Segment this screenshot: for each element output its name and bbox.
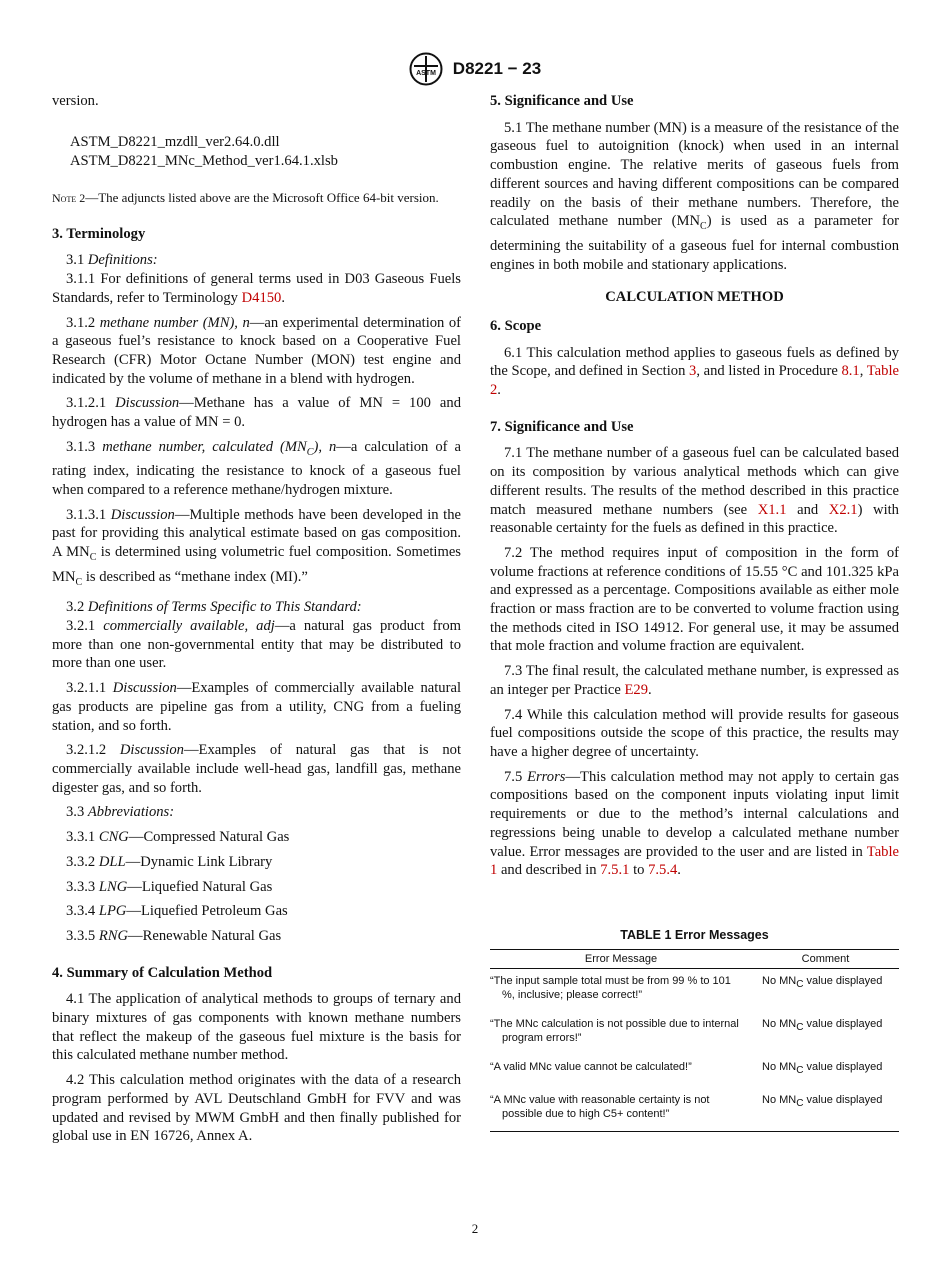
para-3-1-1: 3.1.1 For definitions of general terms used in D03 Gaseous Fuels Standards, refer to Terminology D4150. — [52, 271, 461, 306]
table-1-title: TABLE 1 Error Messages — [620, 927, 769, 942]
comment-cell: No $MN_C$ value displayed — [762, 1060, 883, 1076]
para-3-1-2: 3.1.2 methane number (MN), n—an experimental determination of a gaseous fuel’s resistance to knock based on a Cooperative Fuel Research (CFR) Motor Octane Number (MON) test engine and indicated by the volume of methane in a blend with hydrogen. — [52, 314, 461, 387]
para-7-3: 7.3 The final result, the calculated methane number, is expressed as an integer per Practice E29. — [490, 663, 899, 698]
para-3-1: 3.1 Definitions: — [66, 252, 158, 269]
para-7-1: 7.1 The methane number of a gaseous fuel can be calculated based on its composition by various analytical methods which can give different results. The results of the method described in this practice match measured methane numbers (see X1.1 and X2.1) with reasonable certainty for the fuels as defined in this practice. — [490, 445, 899, 537]
version-tail: version. — [52, 93, 99, 109]
abbrev-item: 3.3.4 LPG—Liquefied Petroleum Gas — [66, 903, 288, 920]
left-column — [52, 92, 461, 1146]
error-message-cell: “The MNc calculation is not possible due to internal program errors!” — [490, 1017, 739, 1044]
para-7-5: 7.5 Errors—This calculation method may not apply to certain gas compositions based on the component inputs violating input limit requirements or due to the method’s internal calculations and regressions being unable to develop a calculated methane number value. Error messages are provided to the user and are listed in Table 1 and described in 7.5.1 to 7.5.4. — [490, 768, 899, 879]
logo-text: ASTM — [415, 70, 436, 77]
abbrev-item: 3.3.1 CNG—Compressed Natural Gas — [66, 829, 290, 846]
para-3-1-2-1: 3.1.2.1 Discussion—Methane has a value of MN = 100 and hydrogen has a value of MN = 0. — [52, 395, 461, 431]
abbrev-item: 3.3.2 DLL—Dynamic Link Library — [66, 853, 273, 870]
link-table-2[interactable]: Table 2 — [490, 363, 899, 399]
para-4-1: 4.1 The application of analytical methods to groups of ternary and binary mixtures of gas components with known methane numbers that reflect the makeup of the gaseous fuel mixture is the basis for this calculated methane number method. — [52, 991, 461, 1064]
abbrev-item: 3.3.5 RNG—Renewable Natural Gas — [66, 927, 282, 944]
error-message-cell: “The input sample total must be from 99 % to 101 %, inclusive; please correct!” — [490, 974, 731, 1001]
comment-cell: No $MN_C$ value displayed — [762, 1017, 883, 1033]
link-7-5-1[interactable]: 7.5.1 — [600, 862, 630, 879]
calculation-method-heading: CALCULATION METHOD — [605, 289, 784, 306]
section-6-heading: 6. Scope — [490, 317, 542, 334]
section-7-heading: 7. Significance and Use — [490, 418, 634, 435]
table-row — [490, 968, 899, 1012]
para-3-2: 3.2 Definitions of Terms Specific to This Standard: — [66, 599, 362, 616]
para-3-2-1-2: 3.2.1.2 Discussion—Examples of natural gas that is not commercially available include well-head gas, landfill gas, methane digester gas, and so forth. — [52, 742, 461, 796]
table-header-row — [490, 949, 899, 968]
para-3-2-1: 3.2.1 commercially available, adj—a natural gas product from more than one non-governmental entity that may be distributed to more than one user. — [52, 618, 461, 672]
page-number: 2 — [471, 1221, 479, 1236]
page-header — [0, 52, 950, 86]
error-message-cell: “A valid MNc value cannot be calculated!” — [490, 1060, 692, 1073]
document-id: D8221 − 23 — [452, 59, 542, 78]
error-messages-table — [490, 949, 899, 1132]
table-row — [490, 1012, 899, 1055]
link-e29[interactable]: E29 — [624, 681, 649, 698]
link-8-1[interactable]: 8.1 — [841, 363, 860, 380]
table-row — [490, 1088, 899, 1132]
section-3-heading: 3. Terminology — [52, 225, 146, 242]
link-d4150[interactable]: D4150 — [241, 289, 282, 306]
right-column — [490, 92, 899, 1132]
para-4-2: 4.2 This calculation method originates with the data of a research program performed by AVL Deutschland GmbH for FVV and was updated and revised by MWM GmbH and then finally published for global use in EN 16726, Annex A. — [52, 1072, 461, 1145]
para-3-2-1-1: 3.2.1.1 Discussion—Examples of commercially available natural gas products are pipeline gas from a utility, CNG from a fueling station, and so forth. — [52, 680, 461, 734]
para-5-1: 5.1 The methane number (MN) is a measure of the resistance of the gaseous fuel to autoignition (knock) when used in an internal combustion engine. The relative merits of gaseous fuels from different sources and having different compositions can be compared readily on the basis of their methane numbers. Therefore, the calculated methane number $(MN_C)$ is used as a parameter for determining the suitability of a gaseous fuel for internal combustion engines in both mobile and stationary applications. — [490, 119, 900, 273]
section-5-heading: 5. Significance and Use — [490, 93, 634, 109]
adjunct-file: ASTM_D8221_mzdll_ver2.64.0.dll — [70, 133, 280, 150]
link-section-3[interactable]: 3 — [689, 363, 697, 380]
note-text: —The adjuncts listed above are the Microsoft Office 64-bit version. — [85, 189, 439, 205]
adjunct-file: ASTM_D8221_MNc_Method_ver1.64.1.xlsb — [70, 152, 338, 169]
note-label: Note 2 — [52, 190, 86, 205]
link-table-1[interactable]: Table 1 — [490, 843, 899, 879]
column-header-error-message: Error Message — [584, 952, 658, 965]
error-message-cell: “A MNc value with reasonable certainty is not possible due to high C5+ content!” — [490, 1093, 710, 1120]
table-row — [490, 1055, 899, 1088]
column-header-comment: Comment — [801, 952, 850, 965]
para-3-3: 3.3 Abbreviations: — [66, 804, 175, 821]
para-6-1: 6.1 This calculation method applies to gaseous fuels as defined by the Scope, and defined in Section 3, and listed in Procedure 8.1, Table 2. — [490, 344, 899, 399]
para-7-2: 7.2 The method requires input of composition in the form of volume fractions at reference conditions of 15.55 °C and 101.325 kPa and expressed as a percentage. Compositions available as either mole fraction or mass fraction are to be converted to volume fraction using the methods cited in ISO 14912. For general use, it may be assumed that mole fraction and volume fraction are equivalent. — [490, 544, 899, 655]
para-3-1-3-1: 3.1.3.1 Discussion—Multiple methods have been developed in the past for providing this analytical estimate based on gas composition. A $MN_C$ is determined using volumetric fuel composition. Sometimes $MN_C$ is described as “methane index (MI).” — [52, 506, 462, 588]
adjunct-file-list — [70, 133, 461, 171]
comment-cell: No $MN_C$ value displayed — [762, 1093, 883, 1109]
astm-logo-icon — [409, 52, 443, 86]
para-7-4: 7.4 While this calculation method will provide results for gaseous fuel compositions outside the scope of this practice, the results may have a higher degree of uncertainty. — [490, 706, 899, 760]
note-2 — [52, 189, 461, 207]
para-3-1-3: 3.1.3 methane number, calculated $(MN_C)$, n—a calculation of a rating index, indicating the resistance to knock of a gaseous fuel when compared to a reference methane/hydrogen mixture. — [52, 438, 461, 499]
link-x2-1[interactable]: X2.1 — [828, 501, 858, 518]
link-7-5-4[interactable]: 7.5.4 — [648, 862, 678, 879]
link-x1-1[interactable]: X1.1 — [757, 501, 787, 518]
comment-cell: No $MN_C$ value displayed — [762, 974, 883, 990]
abbrev-item: 3.3.3 LNG—Liquefied Natural Gas — [66, 878, 273, 895]
section-4-heading: 4. Summary of Calculation Method — [52, 964, 273, 981]
